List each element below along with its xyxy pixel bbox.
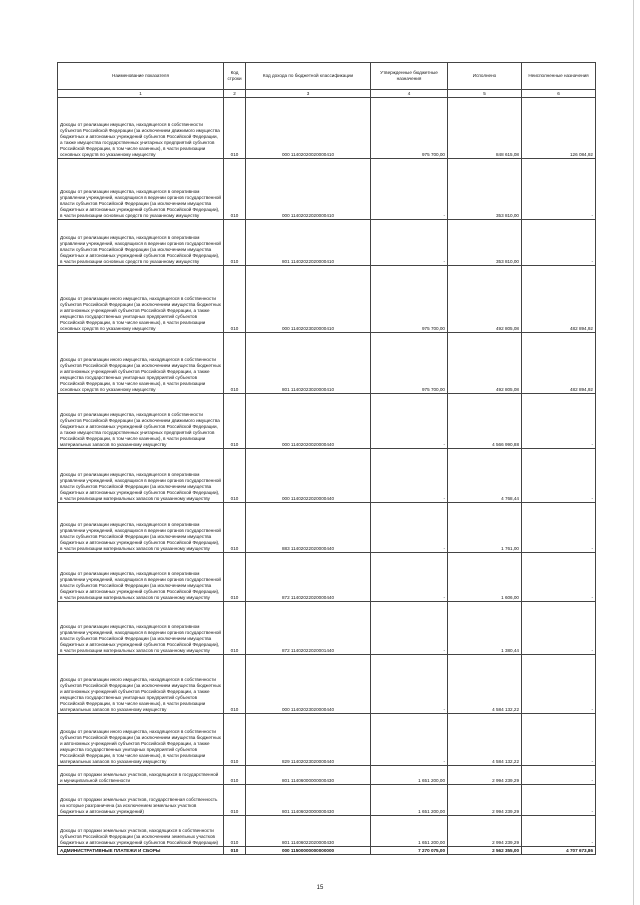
row-line-code: 010 bbox=[224, 503, 246, 553]
row-unexecuted: - bbox=[522, 714, 596, 766]
total-row bbox=[58, 847, 596, 855]
row-name: Доходы от реализации имущества, находящегося в оперативном управлении учреждений, находящихся в ведении органов государственной власти субъектов Российской Федерации (за исключением имущества бюджетных и автономных учреждений субъектов Российской Федерации), в части реализации материальных запасов по указанному имуществу bbox=[58, 449, 224, 503]
table-row bbox=[58, 766, 596, 785]
table-row bbox=[58, 266, 596, 333]
table-row bbox=[58, 333, 596, 394]
table-row bbox=[58, 220, 596, 266]
row-income-code: 801 11402023020000410 bbox=[246, 333, 371, 394]
row-income-code: 872 11402022020000440 bbox=[246, 553, 371, 602]
row-unexecuted: - bbox=[522, 220, 596, 266]
table-row bbox=[58, 816, 596, 847]
col-number: 4 bbox=[371, 90, 448, 98]
table-row bbox=[58, 449, 596, 503]
header-line-code: Код строки bbox=[224, 63, 246, 90]
row-income-code: 000 11402020020000410 bbox=[246, 98, 371, 159]
row-unexecuted: - bbox=[522, 394, 596, 449]
row-income-code: 000 11402022020000410 bbox=[246, 159, 371, 220]
row-unexecuted: - bbox=[522, 449, 596, 503]
row-approved: 1 651 200,00 bbox=[371, 816, 448, 847]
row-executed: 4 584 132,22 bbox=[448, 655, 522, 714]
row-unexecuted: - bbox=[522, 159, 596, 220]
row-income-code: 801 11406022020000430 bbox=[246, 816, 371, 847]
row-name: Доходы от реализации иного имущества, находящегося в собственности субъектов Российской Федерации (за исключением имущества бюджетных и автономных учреждений субъектов Российской Федерации, а также имущества государственных унитарных предприятий субъектов Российской Федерации, в том числе казенных), в части реализации материальных запасов по указанному имуществу bbox=[58, 655, 224, 714]
row-income-code: 000 11402023020000410 bbox=[246, 266, 371, 333]
table-row bbox=[58, 602, 596, 655]
col-number: 3 bbox=[246, 90, 371, 98]
total-code: 000 11500000000000000 bbox=[246, 847, 371, 855]
row-approved: - bbox=[371, 714, 448, 766]
row-unexecuted: - bbox=[522, 602, 596, 655]
row-line-code: 010 bbox=[224, 266, 246, 333]
col-number: 2 bbox=[224, 90, 246, 98]
row-executed: 1 380,44 bbox=[448, 602, 522, 655]
row-line-code: 010 bbox=[224, 766, 246, 785]
row-approved: - bbox=[371, 159, 448, 220]
row-unexecuted: - bbox=[522, 553, 596, 602]
page-number: 15 bbox=[316, 885, 324, 891]
row-executed: 492 805,08 bbox=[448, 266, 522, 333]
header-approved: Утвержденные бюджетные назначения bbox=[371, 63, 448, 90]
col-number: 5 bbox=[448, 90, 522, 98]
row-line-code: 010 bbox=[224, 394, 246, 449]
row-income-code: 000 11402020020000440 bbox=[246, 394, 371, 449]
table-row bbox=[58, 655, 596, 714]
row-name: Доходы от продажи земельных участков, государственная собственность на которые разграничена (за исключением земельных участков бюджетных и автономных учреждений) bbox=[58, 785, 224, 816]
row-executed: 353 810,00 bbox=[448, 220, 522, 266]
page-edge-line bbox=[633, 0, 634, 905]
table-row bbox=[58, 98, 596, 159]
row-line-code: 010 bbox=[224, 602, 246, 655]
row-name: Доходы от реализации иного имущества, находящегося в собственности субъектов Российской Федерации (за исключением имущества бюджетных и автономных учреждений субъектов Российской Федерации, а также имущества государственных унитарных предприятий субъектов Российской Федерации, в том числе казенных), в части реализации основных средств по указанному имуществу bbox=[58, 333, 224, 394]
table-row bbox=[58, 394, 596, 449]
row-line-code: 010 bbox=[224, 333, 246, 394]
row-name: Доходы от продажи земельных участков, находящихся в собственности субъектов Российской Федерации (за исключением земельных участков бюджетных и автономных учреждений субъектов Российской Федерации) bbox=[58, 816, 224, 847]
row-executed: 4 566 990,88 bbox=[448, 394, 522, 449]
row-name: Доходы от реализации иного имущества, находящегося в собственности субъектов Российской Федерации (за исключением имущества бюджетных и автономных учреждений субъектов Российской Федерации, а также имущества государственных унитарных предприятий субъектов Российской Федерации, в том числе казенных), в части реализации основных средств по указанному имуществу bbox=[58, 266, 224, 333]
header-name: Наименование показателя bbox=[58, 63, 224, 90]
row-line-code: 010 bbox=[224, 98, 246, 159]
row-income-code: 000 11402022020000440 bbox=[246, 449, 371, 503]
row-unexecuted: - bbox=[522, 766, 596, 785]
row-line-code: 010 bbox=[224, 159, 246, 220]
row-name: Доходы от реализации имущества, находящегося в оперативном управлении учреждений, находящихся в ведении органов государственной власти субъектов Российской Федерации (за исключением имущества бюджетных и автономных учреждений субъектов Российской Федерации), в части реализации материальных запасов по указанному имуществу bbox=[58, 602, 224, 655]
row-name: Доходы от реализации имущества, находящегося в оперативном управлении учреждений, находящихся в ведении органов государственной власти субъектов Российской Федерации (за исключением имущества бюджетных и автономных учреждений субъектов Российской Федерации), в части реализации основных средств по указанному имуществу bbox=[58, 159, 224, 220]
header-income-code: Код дохода по бюджетной классификации bbox=[246, 63, 371, 90]
row-name: Доходы от реализации иного имущества, находящегося в собственности субъектов Российской Федерации (за исключением имущества бюджетных и автономных учреждений субъектов Российской Федерации, а также имущества государственных унитарных предприятий субъектов Российской Федерации, в том числе казенных), в части реализации материальных запасов по указанному имуществу bbox=[58, 714, 224, 766]
total-approved: 7 270 075,00 bbox=[371, 847, 448, 855]
row-approved: - bbox=[371, 553, 448, 602]
row-line-code: 010 bbox=[224, 714, 246, 766]
row-approved: - bbox=[371, 503, 448, 553]
row-executed: 2 994 239,29 bbox=[448, 816, 522, 847]
row-approved: - bbox=[371, 220, 448, 266]
row-executed: 1 761,00 bbox=[448, 503, 522, 553]
row-line-code: 010 bbox=[224, 553, 246, 602]
table-row bbox=[58, 503, 596, 553]
row-income-code: 000 11402023020000440 bbox=[246, 655, 371, 714]
row-income-code: 801 11406000000000430 bbox=[246, 766, 371, 785]
row-approved: 975 700,00 bbox=[371, 333, 448, 394]
row-name: Доходы от реализации имущества, находящегося в собственности субъектов Российской Федерации (за исключением движимого имущества бюджетных и автономных учреждений субъектов Российской Федерации, а также имущества государственных унитарных предприятий субъектов Российской Федерации, в том числе казенных), в части реализации основных средств по указанному имуществу bbox=[58, 98, 224, 159]
row-name: Доходы от реализации имущества, находящегося в оперативном управлении учреждений, находящихся в ведении органов государственной власти субъектов Российской Федерации (за исключением имущества бюджетных и автономных учреждений субъектов Российской Федерации), в части реализации материальных запасов по указанному имуществу bbox=[58, 553, 224, 602]
row-income-code: 883 11402022020000440 bbox=[246, 503, 371, 553]
header-unexecuted: Неисполненные назначения bbox=[522, 63, 596, 90]
row-line-code: 010 bbox=[224, 785, 246, 816]
row-income-code: 801 11402022020000410 bbox=[246, 220, 371, 266]
row-approved: 975 700,00 bbox=[371, 266, 448, 333]
row-unexecuted: 482 894,92 bbox=[522, 333, 596, 394]
row-executed: 1 606,00 bbox=[448, 553, 522, 602]
row-approved: 1 651 200,00 bbox=[371, 766, 448, 785]
total-executed: 2 562 355,00 bbox=[448, 847, 522, 855]
row-approved: - bbox=[371, 394, 448, 449]
row-unexecuted: - bbox=[522, 816, 596, 847]
row-approved: - bbox=[371, 655, 448, 714]
row-executed: 353 810,00 bbox=[448, 159, 522, 220]
row-unexecuted: 482 894,92 bbox=[522, 266, 596, 333]
row-approved: 975 700,00 bbox=[371, 98, 448, 159]
row-approved: - bbox=[371, 602, 448, 655]
row-unexecuted: - bbox=[522, 785, 596, 816]
row-line-code: 010 bbox=[224, 816, 246, 847]
row-line-code: 010 bbox=[224, 449, 246, 503]
row-unexecuted: - bbox=[522, 655, 596, 714]
table-header-row bbox=[58, 63, 596, 90]
col-number: 6 bbox=[522, 90, 596, 98]
row-name: Доходы от реализации имущества, находящегося в собственности субъектов Российской Федерации (за исключением движимого имущества бюджетных и автономных учреждений субъектов Российской Федерации, а также имущества государственных унитарных предприятий субъектов Российской Федерации, в том числе казенных), в части реализации материальных запасов по указанному имуществу bbox=[58, 394, 224, 449]
row-line-code: 010 bbox=[224, 655, 246, 714]
row-executed: 2 994 239,29 bbox=[448, 785, 522, 816]
row-income-code: 801 11406020000000430 bbox=[246, 785, 371, 816]
row-income-code: 829 11402023020000440 bbox=[246, 714, 371, 766]
row-name: Доходы от реализации имущества, находящегося в оперативном управлении учреждений, находящихся в ведении органов государственной власти субъектов Российской Федерации (за исключением имущества бюджетных и автономных учреждений субъектов Российской Федерации), в части реализации материальных запасов по указанному имуществу bbox=[58, 503, 224, 553]
header-executed: Исполнено bbox=[448, 63, 522, 90]
row-executed: 4 768,44 bbox=[448, 449, 522, 503]
table-row bbox=[58, 553, 596, 602]
total-name: АДМИНИСТРАТИВНЫЕ ПЛАТЕЖИ И СБОРЫ bbox=[58, 847, 224, 855]
col-number: 1 bbox=[58, 90, 224, 98]
row-executed: 848 615,08 bbox=[448, 98, 522, 159]
row-executed: 492 805,08 bbox=[448, 333, 522, 394]
row-unexecuted: - bbox=[522, 503, 596, 553]
table-body bbox=[58, 98, 596, 847]
table-row bbox=[58, 714, 596, 766]
row-approved: 1 651 200,00 bbox=[371, 785, 448, 816]
budget-execution-table bbox=[57, 62, 596, 855]
row-executed: 4 584 132,22 bbox=[448, 714, 522, 766]
row-name: Доходы от реализации имущества, находящегося в оперативном управлении учреждений, находящихся в ведении органов государственной власти субъектов Российской Федерации (за исключением имущества бюджетных и автономных учреждений субъектов Российской Федерации), в части реализации основных средств по указанному имуществу bbox=[58, 220, 224, 266]
table-row bbox=[58, 785, 596, 816]
table-row bbox=[58, 159, 596, 220]
row-name: Доходы от продажи земельных участков, находящихся в государственной и муниципальной собственности bbox=[58, 766, 224, 785]
total-line: 010 bbox=[224, 847, 246, 855]
total-unexecuted: 4 707 673,86 bbox=[522, 847, 596, 855]
row-executed: 2 994 239,29 bbox=[448, 766, 522, 785]
row-income-code: 872 11402022020001440 bbox=[246, 602, 371, 655]
row-unexecuted: 126 084,92 bbox=[522, 98, 596, 159]
row-line-code: 010 bbox=[224, 220, 246, 266]
row-approved: - bbox=[371, 449, 448, 503]
column-number-row bbox=[58, 90, 596, 98]
